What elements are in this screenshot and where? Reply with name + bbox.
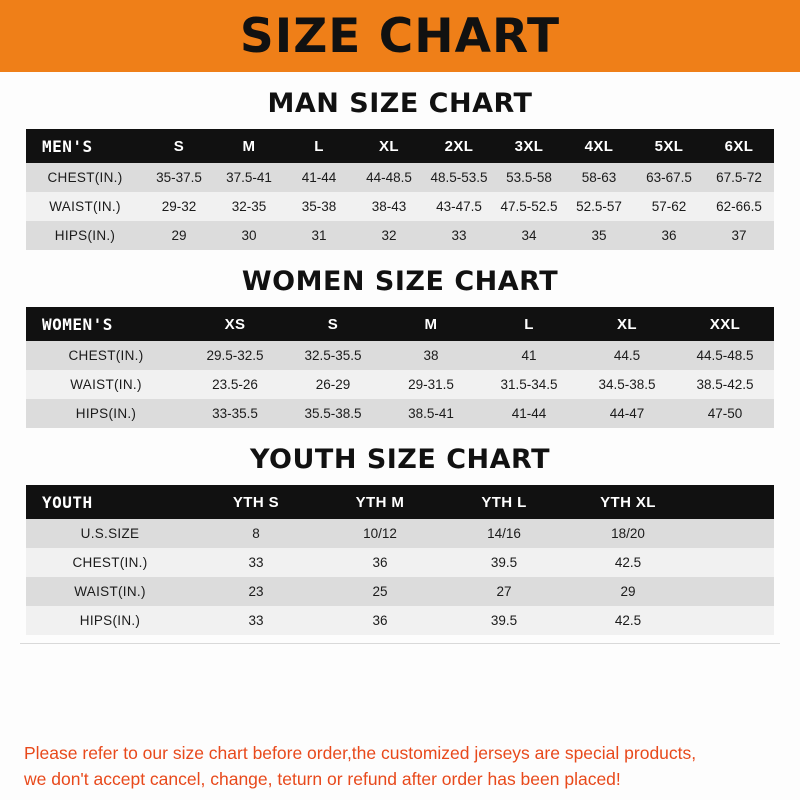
column-header: XS	[224, 315, 246, 333]
column-header: 5XL	[654, 137, 684, 155]
column-header: L	[524, 315, 534, 333]
column-header: YTH XL	[600, 493, 656, 511]
spacer-cell	[690, 548, 774, 577]
women-size-table	[26, 307, 774, 428]
cell: 53.5-58	[506, 170, 552, 185]
spacer-cell	[690, 606, 774, 635]
table-row	[26, 163, 774, 192]
section-women	[0, 266, 800, 428]
cell: 29	[171, 228, 187, 243]
row-label: CHEST(IN.)	[68, 348, 144, 363]
cell: 35.5-38.5	[304, 406, 362, 421]
cell: 38.5-41	[408, 406, 454, 421]
cell: 44-47	[609, 406, 645, 421]
cell: 57-62	[651, 199, 687, 214]
column-header: M	[424, 315, 438, 333]
footnote-line-2: we don't accept cancel, change, teturn or refund after order has been placed!	[24, 768, 621, 789]
cell: 36	[372, 613, 388, 628]
row-label: HIPS(IN.)	[54, 228, 116, 243]
cell: 41-44	[301, 170, 337, 185]
cell: 18/20	[611, 526, 645, 541]
row-label: CHEST(IN.)	[72, 555, 148, 570]
cell: 43-47.5	[436, 199, 482, 214]
cell: 47-50	[707, 406, 743, 421]
cell: 37	[731, 228, 747, 243]
page-title: SIZE CHART	[239, 8, 561, 64]
row-label: WAIST(IN.)	[70, 377, 142, 392]
row-label: WAIST(IN.)	[74, 584, 146, 599]
cell: 23.5-26	[212, 377, 258, 392]
cell: 34	[521, 228, 537, 243]
cell: 29	[620, 584, 636, 599]
cell: 39.5	[490, 613, 518, 628]
table-header-row	[26, 129, 774, 163]
column-header: S	[173, 137, 185, 155]
table-row	[26, 221, 774, 250]
table-header-row	[26, 485, 774, 519]
cell: 48.5-53.5	[430, 170, 488, 185]
section-youth	[0, 444, 800, 635]
cell: 33	[451, 228, 467, 243]
cell: 36	[372, 555, 388, 570]
cell: 33-35.5	[212, 406, 258, 421]
cell: 35-37.5	[156, 170, 202, 185]
cell: 27	[496, 584, 512, 599]
footnote	[0, 741, 800, 792]
row-label: CHEST(IN.)	[47, 170, 123, 185]
cell: 38.5-42.5	[696, 377, 754, 392]
column-header: S	[327, 315, 339, 333]
row-label: HIPS(IN.)	[75, 406, 137, 421]
footnote-line-1: Please refer to our size chart before order,the customized jerseys are special products,	[24, 743, 697, 764]
row-label: WAIST(IN.)	[49, 199, 121, 214]
cell: 38	[423, 348, 439, 363]
cell: 58-63	[581, 170, 617, 185]
row-label: HIPS(IN.)	[79, 613, 141, 628]
cell: 26-29	[315, 377, 351, 392]
column-header: M	[242, 137, 256, 155]
cell: 52.5-57	[576, 199, 622, 214]
cell: 14/16	[487, 526, 521, 541]
column-header: 2XL	[444, 137, 474, 155]
cell: 41-44	[511, 406, 547, 421]
cell: 63-67.5	[646, 170, 692, 185]
cell: 35	[591, 228, 607, 243]
column-header: 3XL	[514, 137, 544, 155]
cell: 37.5-41	[226, 170, 272, 185]
cell: 42.5	[614, 613, 642, 628]
divider	[20, 643, 780, 644]
header-banner	[0, 0, 800, 72]
cell: 35-38	[301, 199, 337, 214]
cell: 25	[372, 584, 388, 599]
column-header: YTH M	[355, 493, 405, 511]
cell: 32-35	[231, 199, 267, 214]
cell: 10/12	[363, 526, 397, 541]
section-men	[0, 88, 800, 250]
section-title-women: WOMEN SIZE CHART	[241, 266, 559, 297]
table-row	[26, 548, 774, 577]
column-header: YTH L	[481, 493, 527, 511]
cell: 44-48.5	[366, 170, 412, 185]
cell: 33	[248, 555, 264, 570]
table-row	[26, 370, 774, 399]
column-header: L	[314, 137, 324, 155]
spacer-cell	[690, 485, 774, 519]
row-label: U.S.SIZE	[80, 526, 140, 541]
cell: 23	[248, 584, 264, 599]
cell: 44.5-48.5	[696, 348, 754, 363]
cell: 42.5	[614, 555, 642, 570]
cell: 29-31.5	[408, 377, 454, 392]
cell: 41	[521, 348, 537, 363]
cell: 32	[381, 228, 397, 243]
table-row	[26, 577, 774, 606]
section-title-men: MAN SIZE CHART	[267, 88, 533, 119]
header-label: WOMEN'S	[42, 314, 113, 334]
cell: 67.5-72	[716, 170, 762, 185]
column-header: XL	[617, 315, 637, 333]
cell: 30	[241, 228, 257, 243]
column-header: 4XL	[584, 137, 614, 155]
column-header: XL	[379, 137, 399, 155]
cell: 62-66.5	[716, 199, 762, 214]
header-label: MEN'S	[42, 136, 93, 156]
section-title-youth: YOUTH SIZE CHART	[249, 444, 551, 475]
column-header: YTH S	[232, 493, 280, 511]
spacer-cell	[690, 519, 774, 548]
column-header: XXL	[709, 315, 741, 333]
cell: 47.5-52.5	[500, 199, 558, 214]
column-header: 6XL	[724, 137, 754, 155]
cell: 31.5-34.5	[500, 377, 558, 392]
header-label: YOUTH	[42, 492, 93, 512]
men-size-table	[26, 129, 774, 250]
cell: 39.5	[490, 555, 518, 570]
cell: 29.5-32.5	[206, 348, 264, 363]
cell: 44.5	[613, 348, 641, 363]
cell: 8	[252, 526, 260, 541]
cell: 38-43	[371, 199, 407, 214]
cell: 36	[661, 228, 677, 243]
spacer-cell	[690, 577, 774, 606]
table-row	[26, 606, 774, 635]
table-row	[26, 399, 774, 428]
cell: 29-32	[161, 199, 197, 214]
table-row	[26, 519, 774, 548]
cell: 34.5-38.5	[598, 377, 656, 392]
cell: 31	[311, 228, 327, 243]
table-row	[26, 192, 774, 221]
cell: 32.5-35.5	[304, 348, 362, 363]
cell: 33	[248, 613, 264, 628]
table-row	[26, 341, 774, 370]
table-header-row	[26, 307, 774, 341]
youth-size-table	[26, 485, 774, 635]
